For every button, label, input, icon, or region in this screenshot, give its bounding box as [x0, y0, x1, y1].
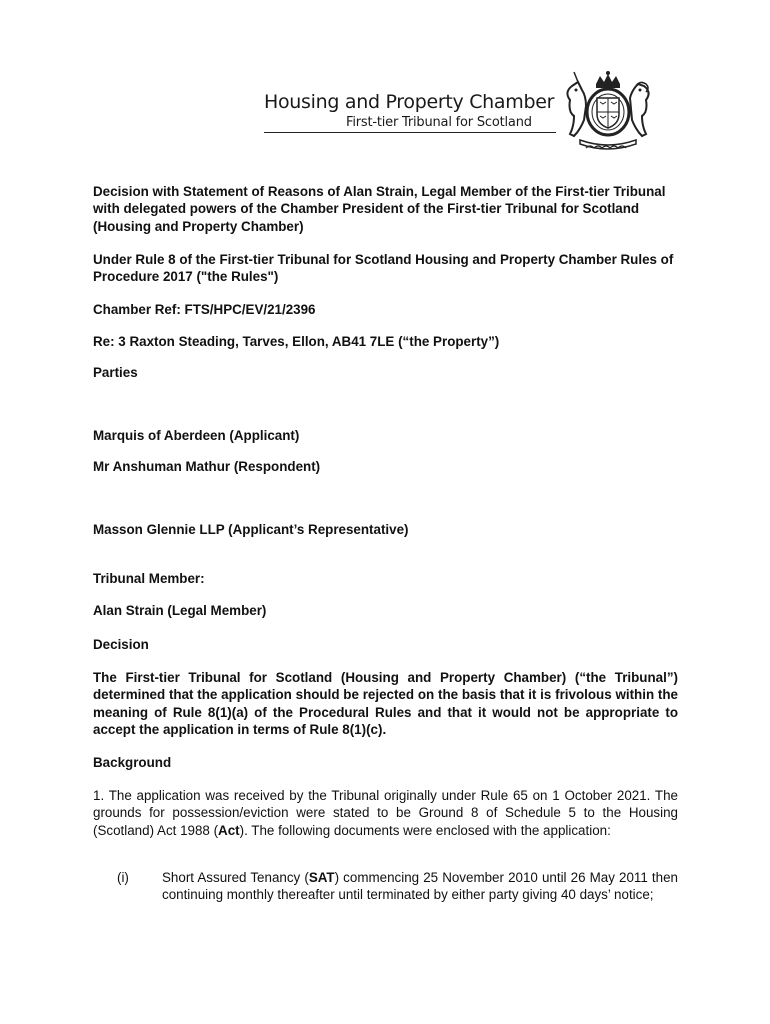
act-defined-term: Act [218, 822, 240, 838]
org-name: Housing and Property Chamber [264, 91, 555, 113]
org-subtitle: First-tier Tribunal for Scotland [346, 115, 532, 130]
applicant: Marquis of Aberdeen (Applicant) [93, 428, 300, 443]
list-item-text [162, 869, 678, 904]
letterhead [264, 70, 684, 154]
background-heading: Background [93, 755, 172, 770]
property-reference: Re: 3 Raxton Steading, Tarves, Ellon, AB41 7LE (“the Property”) [93, 334, 500, 349]
respondent: Mr Anshuman Mathur (Respondent) [93, 459, 321, 474]
list-item-text-a: Short Assured Tenancy ( [162, 870, 309, 885]
paragraph-1-text-a: 1. The application was received by the Tribunal originally under Rule 65 on 1 October 2021. The grounds for possession/eviction were stated to be Ground 8 of Schedule 5 to the Housing (Scotland) Act 1988 ( [93, 788, 678, 838]
tribunal-member: Alan Strain (Legal Member) [93, 603, 267, 618]
paragraph-1 [93, 787, 678, 839]
list-item-number: (i) [117, 870, 129, 885]
parties-heading: Parties [93, 365, 138, 380]
tribunal-member-heading: Tribunal Member: [93, 571, 205, 586]
document-title: Decision with Statement of Reasons of Alan Strain, Legal Member of the First-tier Tribunal with delegated powers of the Chamber President of the First-tier Tribunal for Scotland (Housing and Property Chamber) [93, 184, 666, 234]
decision-heading: Decision [93, 637, 149, 652]
decision-text: The First-tier Tribunal for Scotland (Housing and Property Chamber) (“the Tribunal”) determined that the application should be rejected on the basis that it is frivolous within the meaning of Rule 8(1)(a) of the Procedural Rules and that it would not be appropriate to accept the application in terms of Rule 8(1)(c). [93, 670, 678, 738]
sat-defined-term: SAT [308, 870, 335, 885]
paragraph-1-text-b: ). The following documents were enclosed with the application: [239, 822, 611, 838]
chamber-ref: Chamber Ref: FTS/HPC/EV/21/2396 [93, 302, 316, 317]
list-item-text-b: ) commencing 25 November 2010 until 26 May 2011 then continuing monthly thereafter until terminated by either party giving 40 days’ notice; [162, 870, 678, 903]
representative: Masson Glennie LLP (Applicant’s Representative) [93, 522, 409, 537]
header-rule [264, 132, 556, 133]
rule-reference: Under Rule 8 of the First-tier Tribunal for Scotland Housing and Property Chamber Rules of Procedure 2017 ("the Rules") [93, 252, 674, 285]
royal-crest-icon [556, 70, 660, 152]
